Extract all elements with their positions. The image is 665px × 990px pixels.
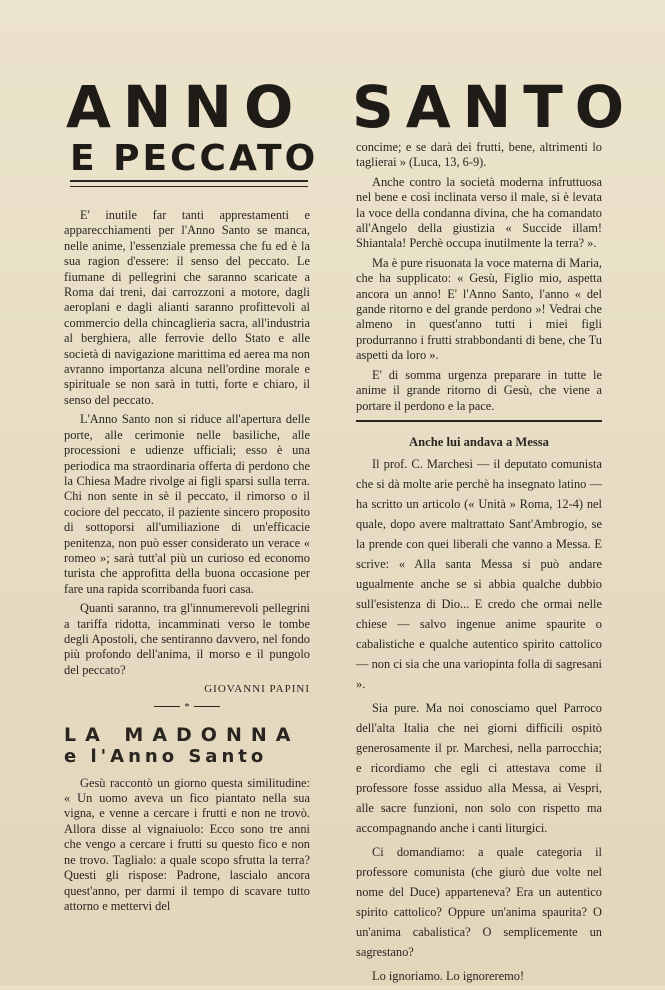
title-word-anno: ANNO <box>66 73 306 141</box>
right-column <box>356 140 602 990</box>
article-paragraph: Anche contro la società moderna infruttuosa nel bene e così inclinata verso il male, si è levata la voce della condanna divina, che ha comandato all'Angelo della giustizia « Succide illam! Shiantala! Perchè occupa inutilmente la terra? ». <box>356 174 602 251</box>
title-underline-thin <box>70 186 308 187</box>
separator-star: * <box>184 700 190 713</box>
madonna-title: LA MADONNA <box>64 723 300 746</box>
article-paragraph: Quanti saranno, tra gl'innumerevoli pellegrini a tariffa ridotta, incamminati verso le tombe degli Apostoli, che sentiranno davvero, nel fondo più profondo dell'anima, il morso e il pungolo del peccato? <box>64 601 310 677</box>
madonna-subtitle: e l'Anno Santo <box>64 745 268 767</box>
article-paragraph: L'Anno Santo non si riduce all'apertura delle porte, alle cerimonie nelle basiliche, alle processioni e udienze ufficiali; esso è una periodica ma straordinaria offerta di perdono che la Chiesa Madre rivolge ai figli sparsi sulla terra. Chi non sente in sè il peccato, il rimorso o il cociore del peccato, il paziente sincero proposito di sottoporsi all'umiliazione di un'efficacie penitenza, non può esser considerato un verace « romeo »; sarà tutt'al più un curioso ed economo turista che approfitta della buona occasione per fare una rapida scorribanda fuori casa. <box>64 412 310 596</box>
messa-article <box>356 454 602 986</box>
article-paragraph: Il prof. C. Marchesi — il deputato comunista che si dà molte arie perchè ha insegnato latino — ha scritto un articolo (« Unità » Roma, 12-4) nel quale, dopo avere maltrattato Sant'Ambrogio, se la prende con quei liberali che vanno a Messa. E scrive: « Alla santa Messa si può andare ugualmente anche se si abbia qualche dubbio sull'esistenza di Dio... E credo che ormai nelle chiese — salvo ingenue anime spaurite o cabalistiche e qualche autentico spirito cattolico — non ci sia che una variopinta folla di sagresani ». <box>356 456 602 691</box>
article-paragraph: Sia pure. Ma noi conosciamo quel Parroco dell'alta Italia che nei giorni difficili ospitò generosamente il pr. Marchesi, nella parrocchia; e ricordiamo che egli ci attestava come il professore fosse assiduo alla Messa, ai Vespri, alle sacre funzioni, non solo con rispetto ma accompagnando anche i canti liturgici. <box>356 700 602 835</box>
author-signature: GIOVANNI PAPINI <box>204 683 310 696</box>
article-paragraph: E' inutile far tanti apprestamenti e apparecchiamenti per l'Anno Santo se manca, nelle anime, l'essenziale premessa che fu ed è la sua ragion d'essere: il senso del peccato. Le fiumane di pellegrini che saranno scaricate a Roma dai treni, dai carrozzoni a motore, dagli aeroplani e dagli alianti saranno profittevoli al commercio della chincaglieria sacra, all'industria al berghiera, alle ferrovie dello Stato e alle società di navigazione marittima ed aerea ma non avranno importanza alcuna nell'ordine morale e spirituale se non sarà in tutti, forte e chiaro, il senso del peccato. <box>64 208 310 407</box>
title-underline <box>70 180 308 182</box>
article-paragraph: E' di somma urgenza preparare in tutte le anime il grande ritorno di Gesù, che viene a portare il perdono e la pace. <box>356 367 602 413</box>
article-paragraph: Gesù raccontò un giorno questa similitudine: « Un uomo aveva un fico piantato nella sua vigna, e venne a cercare i frutti e non ne trovò. Allora disse al vignaiuolo: Ecco sono tre anni che vengo a cercare i frutti su questo fico e non ne trovo. Taglialo: a quale scopo sfrutta la terra? Questi gli rispose: Padrone, lascialo ancora quest'anno, per darmi il tempo di scavare tutto attorno e mettervi del <box>64 775 310 913</box>
article-paragraph: Ci domandiamo: a quale categoria il professore comunista (che giurò due volte nel nome del Duce) apparteneva? Era un autentico spirito cattolico? Oppure un'anima spaurita? O un'anima cabalistica? O semplicemente un sagrestano? <box>356 844 602 959</box>
left-column <box>64 208 310 918</box>
article-title-sub: E PECCATO <box>70 138 319 179</box>
article-paragraph: concime; e se darà dei frutti, bene, altrimenti lo taglierai » (Luca, 13, 6-9). <box>356 140 602 170</box>
article-paragraph: Lo ignoriamo. Lo ignoreremo! <box>372 968 525 983</box>
title-word-santo: SANTO <box>352 73 637 141</box>
article-title-main <box>66 72 637 142</box>
article-paragraph: Ma è pure risuonata la voce materna di Maria, che ha supplicato: « Gesù, Figlio mio, aspetta ancora un anno! E' l'Anno Santo, l'anno « del gande ritorno e del grande perdono »! Vedrai che almeno in quest'anno tutti i miei figli produrranno i frutti strabbondanti di bene, che Tu aspetti da loro ». <box>356 255 602 363</box>
section-separator <box>64 699 310 713</box>
column-divider <box>356 420 602 422</box>
messa-heading: Anche lui andava a Messa <box>409 434 549 449</box>
separator-line <box>154 706 180 707</box>
separator-line <box>194 706 220 707</box>
